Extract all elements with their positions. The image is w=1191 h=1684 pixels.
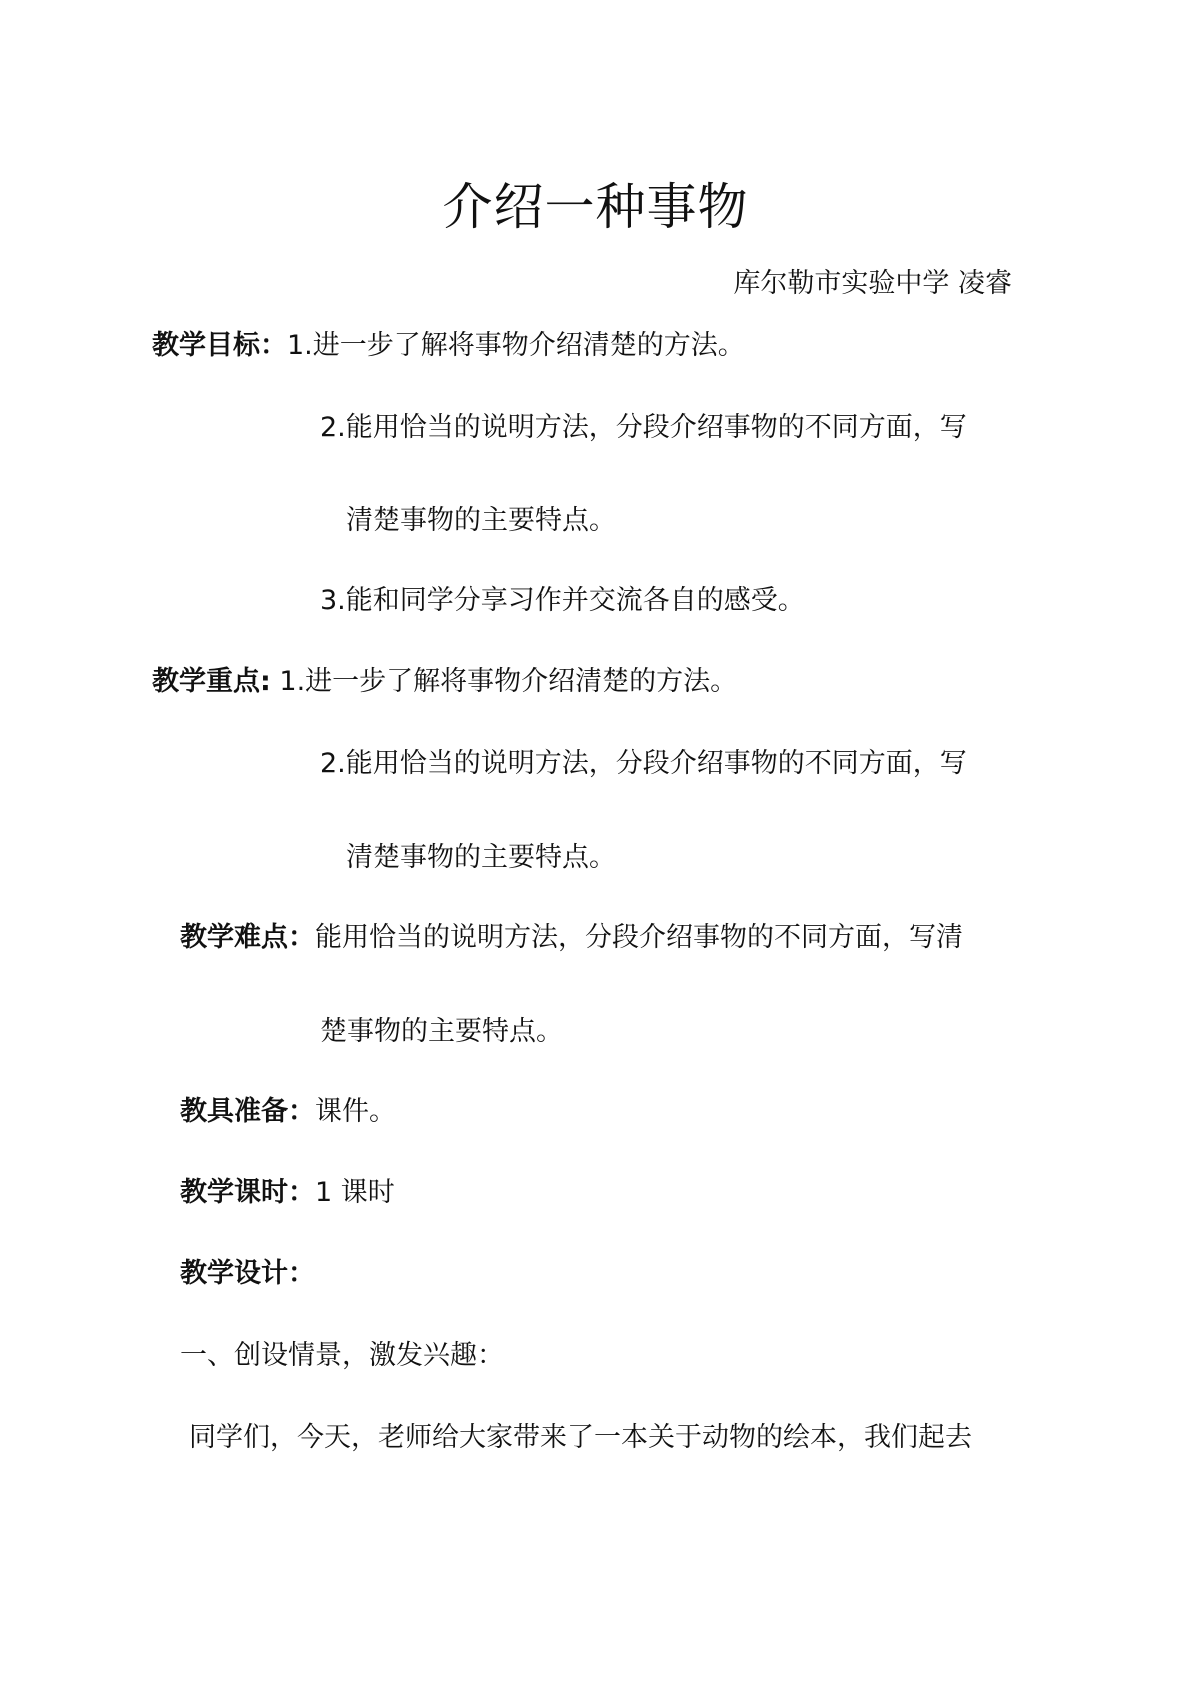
class-hours-line — [180, 1175, 395, 1211]
difficulties-line-1 — [180, 920, 963, 956]
objectives-line-1 — [152, 328, 745, 364]
section1-heading: 一、创设情景，激发兴趣： — [180, 1340, 504, 1371]
preparation-label: 教具准备： — [180, 1096, 315, 1127]
class-hours-label: 教学课时： — [180, 1177, 315, 1208]
difficulties-text-2: 楚事物的主要特点。 — [320, 1016, 563, 1047]
key-points-line-1 — [152, 664, 737, 700]
key-points-label: 教学重点: — [152, 666, 271, 697]
difficulties-text-1: 能用恰当的说明方法，分段介绍事物的不同方面，写清 — [315, 922, 963, 953]
objectives-item-3: 3.能和同学分享习作并交流各自的感受。 — [320, 585, 805, 616]
author-line: 库尔勒市实验中学 凌睿 — [733, 268, 1012, 299]
key-points-item-1: 1.进一步了解将事物介绍清楚的方法。 — [279, 666, 738, 697]
class-hours-text: 1 课时 — [315, 1177, 395, 1208]
preparation-text: 课件。 — [315, 1096, 396, 1127]
page-title: 介绍一种事物 — [442, 178, 749, 236]
objectives-item-2-cont: 清楚事物的主要特点。 — [346, 505, 616, 536]
objectives-label: 教学目标： — [152, 330, 287, 361]
design-label: 教学设计： — [180, 1258, 315, 1289]
section1-paragraph: 同学们，今天，老师给大家带来了一本关于动物的绘本，我们起去 — [189, 1422, 972, 1453]
difficulties-label: 教学难点： — [180, 922, 315, 953]
objectives-item-1: 1.进一步了解将事物介绍清楚的方法。 — [287, 330, 745, 361]
key-points-item-2-cont: 清楚事物的主要特点。 — [346, 842, 616, 873]
design-line — [180, 1256, 315, 1292]
preparation-line — [180, 1094, 396, 1130]
key-points-item-2: 2.能用恰当的说明方法，分段介绍事物的不同方面，写 — [320, 748, 967, 779]
objectives-item-2: 2.能用恰当的说明方法，分段介绍事物的不同方面，写 — [320, 412, 967, 443]
